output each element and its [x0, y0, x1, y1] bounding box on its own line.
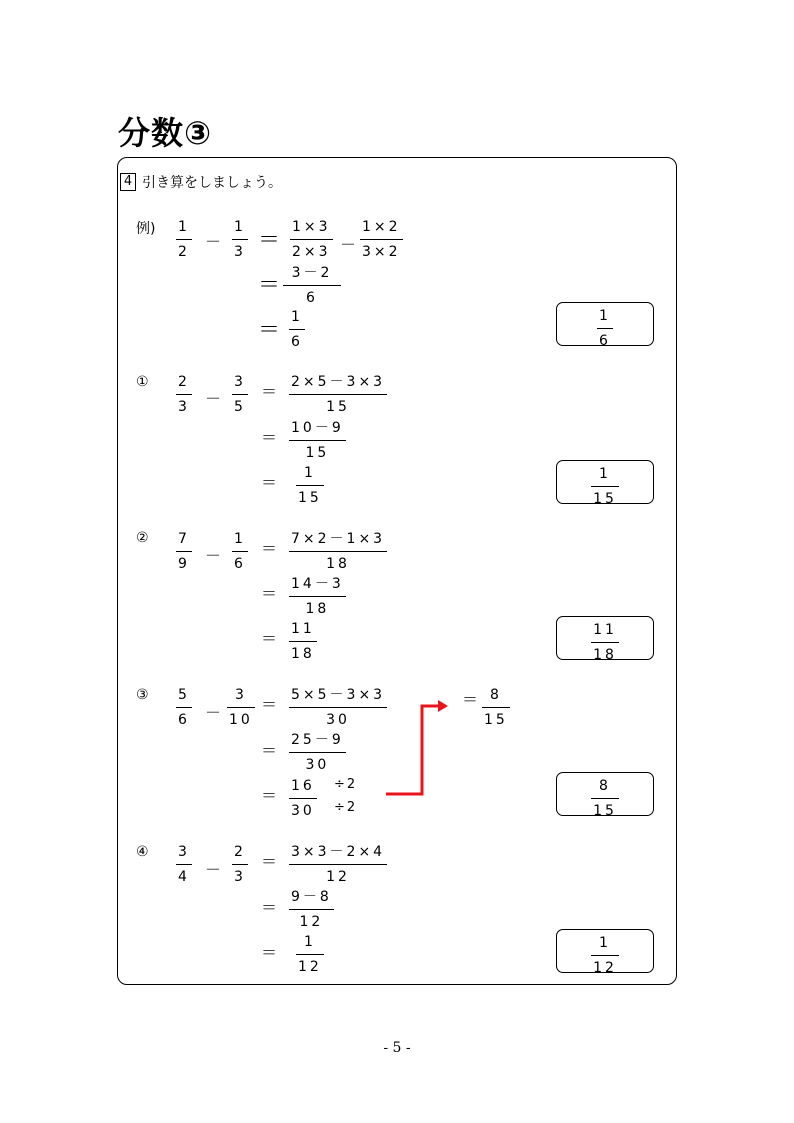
equals-sign: ＝ — [261, 786, 278, 805]
minus-sign: － — [340, 235, 357, 254]
problem-1-fraction-2: 3 5 — [234, 374, 246, 415]
problem-4-fraction-2: 2 3 — [234, 844, 246, 885]
answer-fraction: 8 15 — [593, 778, 617, 819]
answer-fraction: 1 15 — [593, 466, 617, 507]
problem-4-label: ④ — [136, 844, 149, 860]
page-title: 分数③ — [118, 114, 213, 152]
equals-sign: ＝ — [261, 382, 278, 401]
equals-sign: ＝ — [261, 428, 278, 447]
equals-sign: ＝ — [261, 943, 278, 962]
minus-sign: － — [205, 232, 222, 251]
problem-2-fraction-2: 1 6 — [234, 531, 246, 572]
problem-2-label: ② — [136, 530, 149, 546]
example-fraction-2: 1 3 — [234, 219, 246, 260]
equals-sign: ＝ — [261, 695, 278, 714]
equals-sign: ＝ — [261, 473, 278, 492]
equals-sign: ＝ — [261, 852, 278, 871]
equals-sign: ＝ — [258, 318, 281, 343]
minus-sign: － — [205, 860, 222, 879]
example-step2: 3－2 6 — [283, 264, 341, 307]
problem-3-label: ③ — [136, 687, 149, 703]
equals-sign: ＝ — [261, 741, 278, 760]
equals-sign: ＝ — [258, 273, 281, 298]
reduce-divisor-numerator: ÷2 — [334, 777, 358, 792]
problem-3-reduced: 8 15 — [484, 687, 508, 728]
answer-box — [556, 302, 654, 349]
problem-1-fraction-1: 2 3 — [178, 374, 190, 415]
answer-box — [556, 772, 654, 819]
minus-sign: － — [205, 389, 222, 408]
problem-4-step3: 1 12 — [298, 934, 322, 975]
problem-2-fraction-1: 7 9 — [178, 531, 190, 572]
problem-4-fraction-1: 3 4 — [178, 844, 190, 885]
answer-fraction: 1 12 — [593, 935, 617, 976]
example-label: 例) — [136, 221, 156, 237]
question-number-box: 4 — [120, 173, 136, 191]
worksheet-frame — [117, 157, 677, 985]
reduce-divisor-denominator: ÷2 — [334, 800, 358, 815]
problem-1-step2: 10－9 15 — [291, 420, 344, 461]
equals-sign: ＝ — [261, 629, 278, 648]
problem-2-step3: 11 18 — [291, 621, 315, 662]
instruction-text: 引き算をしましょう。 — [142, 175, 282, 191]
example-fraction-1: 1 2 — [178, 219, 190, 260]
answer-box — [556, 460, 654, 507]
equals-sign: ＝ — [261, 584, 278, 603]
problem-1-label: ① — [136, 374, 149, 390]
problem-4-step2: 9－8 12 — [291, 889, 332, 930]
example-step3: 1 6 — [291, 309, 303, 350]
example-step1-a: 1×3 2×3 — [292, 219, 331, 260]
equals-sign: ＝ — [258, 228, 281, 253]
minus-sign: － — [205, 546, 222, 565]
problem-3-fraction-1: 5 6 — [178, 687, 190, 728]
arrow-icon — [380, 696, 450, 800]
problem-3-step3: 16 30 — [291, 778, 315, 819]
problem-1-step1: 2×5－3×3 15 — [291, 374, 386, 415]
problem-1-step3: 1 15 — [298, 465, 322, 506]
problem-2-step1: 7×2－1×3 18 — [291, 531, 386, 572]
page-number: - 5 - — [383, 1040, 411, 1056]
problem-4-step1: 3×3－2×4 12 — [291, 844, 386, 885]
minus-sign: － — [205, 703, 222, 722]
problem-2-step2: 14－3 18 — [291, 576, 344, 617]
problem-3-step1: 5×5－3×3 30 — [291, 687, 386, 728]
problem-3-step2: 25－9 30 — [291, 732, 344, 773]
equals-sign: ＝ — [462, 690, 479, 709]
equals-sign: ＝ — [261, 898, 278, 917]
answer-box — [556, 929, 654, 976]
problem-3-fraction-2: 3 10 — [229, 687, 253, 728]
answer-box — [556, 616, 654, 663]
equals-sign: ＝ — [261, 539, 278, 558]
answer-fraction: 1 6 — [599, 308, 611, 349]
example-step1-b: 1×2 3×2 — [362, 219, 401, 260]
answer-fraction: 11 18 — [593, 622, 617, 663]
